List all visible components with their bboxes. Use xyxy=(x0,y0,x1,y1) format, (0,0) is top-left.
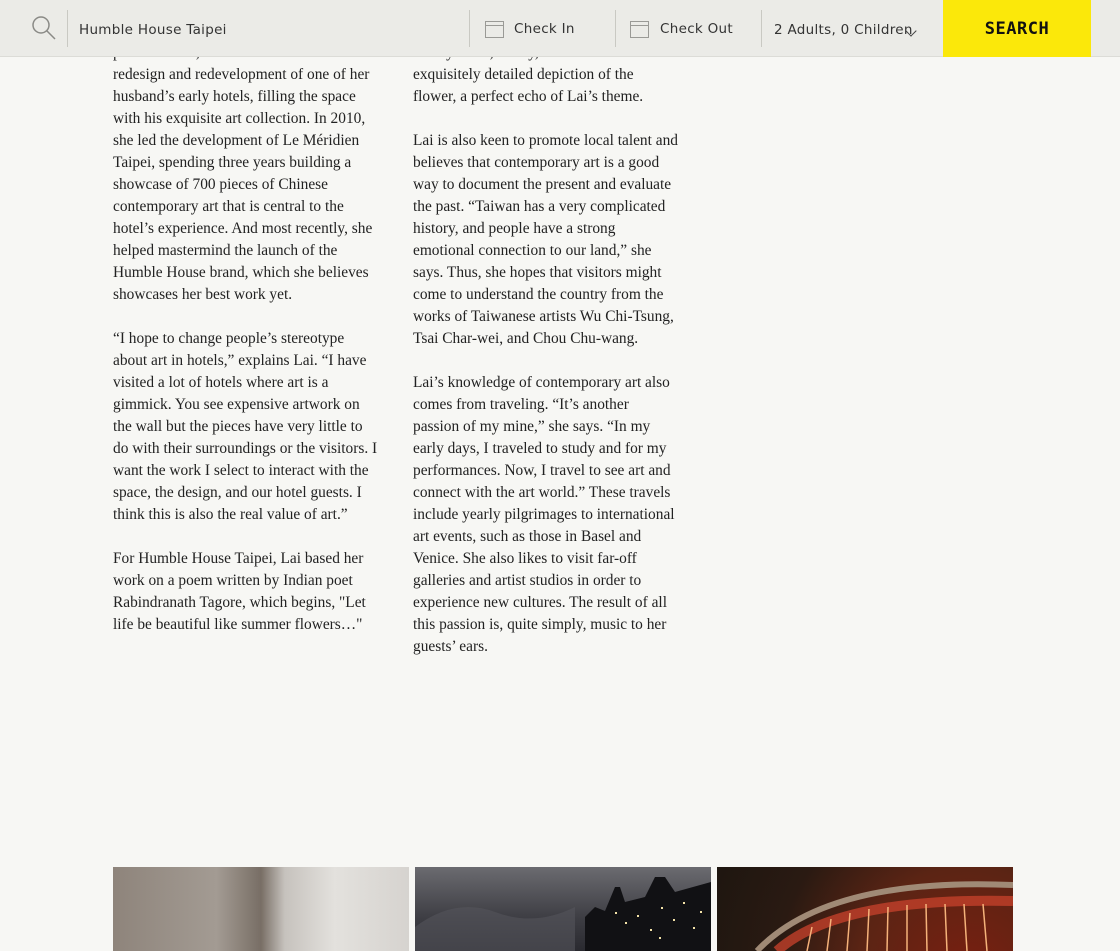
paragraph: “I hope to change people’s stereotype about art in hotels,” explains Lai. “I have visited a lot of hotels where art is a gimmick. You see expensive artwork on the wall but the pieces have very little to do with their surroundings or the visitors. I want the work I select to interact with the space, the design, and our hotel guests. I think this is also the real value of art.” xyxy=(113,330,378,523)
gallery-image-city-night[interactable] xyxy=(415,867,711,951)
paragraph: exquisitely detailed depiction of the flower, a perfect echo of Lai’s theme. xyxy=(413,66,644,105)
lounge-light-graphic xyxy=(717,867,1013,951)
article-column-right xyxy=(413,42,678,680)
city-skyline-graphic xyxy=(415,867,711,951)
paragraph: For Humble House Taipei, Lai based her work on a poem written by Indian poet Rabindranath Tagore, which begins, "Let life be beautiful like summer flowers…" xyxy=(113,550,366,633)
divider xyxy=(761,10,762,47)
check-in-field[interactable]: Check In xyxy=(514,21,575,37)
destination-search-input[interactable] xyxy=(79,20,459,40)
paragraph: Lai’s knowledge of contemporary art also comes from traveling. “It’s another passion of my mine,” she says. “In my early days, I traveled to study and for my performances. Now, I travel to see art and connect with the art world.” These travels include yearly pilgrimages to international art events, such as those in Basel and Venice. She also likes to visit far-off galleries and artist studios in order to experience new cultures. The result of all this passion is, quite simply, music to her guests’ ears. xyxy=(413,374,675,655)
gallery-image-interior[interactable] xyxy=(113,867,409,951)
search-icon[interactable] xyxy=(31,15,57,41)
guests-selector[interactable]: 2 Adults, 0 Children xyxy=(774,22,913,38)
calendar-icon xyxy=(630,21,649,38)
gallery-image-lounge[interactable] xyxy=(717,867,1013,951)
check-out-field[interactable]: Check Out xyxy=(660,21,733,37)
divider xyxy=(67,10,68,47)
calendar-icon xyxy=(485,21,504,38)
paragraph: redesign and redevelopment of one of her husband’s early hotels, filling the space with his exquisite art collection. In 2010, she led the development of Le Méridien Taipei, spending three years building a showcase of 700 pieces of Chinese contemporary art that is central to the hotel’s experience. And most recently, she helped mastermind the launch of the Humble House brand, which she believes showcases her best work yet. xyxy=(113,66,373,303)
search-button[interactable]: SEARCH xyxy=(943,0,1091,57)
article-column-left xyxy=(113,42,378,658)
paragraph: Lai is also keen to promote local talent and believes that contemporary art is a good way to document the present and evaluate the past. “Taiwan has a very complicated history, and people have a strong emotional connection to our land,” she says. Thus, she hopes that visitors might come to understand the country from the works of Taiwanese artists Wu Chi-Tsung, Tsai Char-wei, and Chou Chu-wang. xyxy=(413,132,678,347)
divider xyxy=(469,10,470,47)
divider xyxy=(615,10,616,47)
booking-bar xyxy=(0,0,1120,57)
